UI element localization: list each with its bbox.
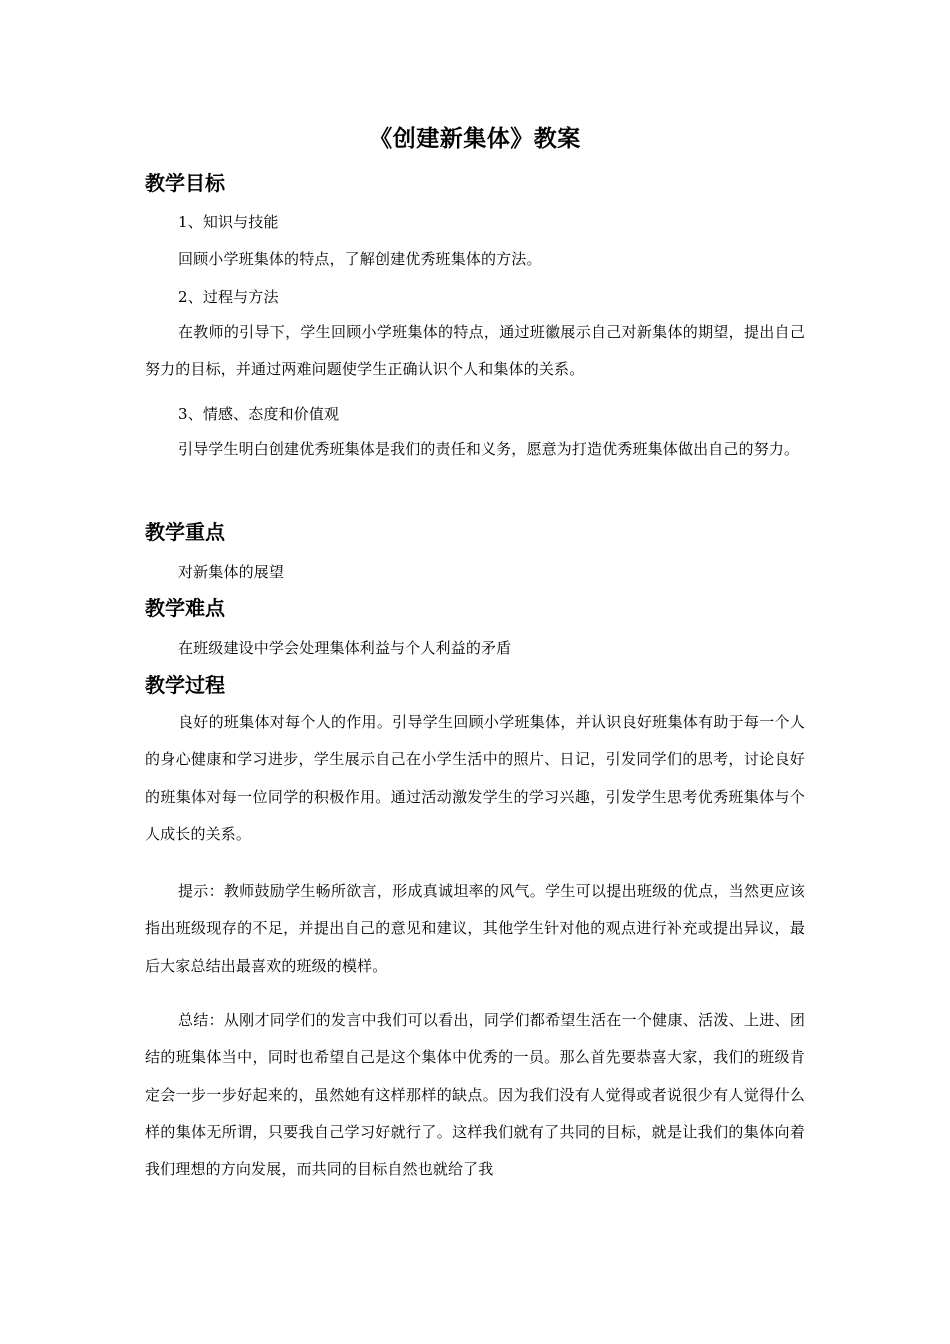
objectives-heading: 教学目标	[145, 171, 225, 195]
process-paragraph-3: 总结：从刚才同学们的发言中我们可以看出，同学们都希望生活在一个健康、活泼、上进、团结的班集体当中，同时也希望自己是这个集体中优秀的一员。那么首先要恭喜大家，我们的班级肯定会一步一步好起来的，虽然她有这样那样的缺点。因为我们没有人觉得或者说很少有人觉得什么样的集体无所谓，只要我自己学习好就行了。这样我们就有了共同的目标，就是让我们的集体向着我们理想的方向发展，而共同的目标自然也就给了我	[145, 1011, 805, 1179]
difficulties-heading: 教学难点	[145, 596, 225, 620]
process-paragraph-1: 良好的班集体对每个人的作用。引导学生回顾小学班集体，并认识良好班集体有助于每一个人的身心健康和学习进步，学生展示自己在小学生活中的照片、日记，引发同学们的思考，讨论良好的班集体对每一位同学的积极作用。通过活动激发学生的学习兴趣，引发学生思考优秀班集体与个人成长的关系。	[145, 713, 805, 843]
difficulties-text: 在班级建设中学会处理集体利益与个人利益的矛盾	[178, 639, 512, 657]
objective-item3-text: 引导学生明白创建优秀班集体是我们的责任和义务，愿意为打造优秀班集体做出自己的努力。	[178, 440, 800, 458]
objective-item1-label: 1、知识与技能	[178, 213, 279, 231]
document-title: 《创建新集体》教案	[369, 126, 581, 152]
process-heading: 教学过程	[145, 673, 225, 697]
process-paragraph-2: 提示：教师鼓励学生畅所欲言，形成真诚坦率的风气。学生可以提出班级的优点，当然更应该指出班级现存的不足，并提出自己的意见和建议，其他学生针对他的观点进行补充或提出异议，最后大家总结出最喜欢的班级的模样。	[145, 882, 805, 975]
key-points-text: 对新集体的展望	[178, 563, 285, 581]
key-points-heading: 教学重点	[145, 520, 225, 544]
objective-item2-text: 在教师的引导下，学生回顾小学班集体的特点，通过班徽展示自己对新集体的期望，提出自己努力的目标，并通过两难问题使学生正确认识个人和集体的关系。	[145, 323, 805, 379]
objective-item2-label: 2、过程与方法	[178, 288, 279, 306]
objective-item3-label: 3、情感、态度和价值观	[178, 405, 340, 423]
objective-item1-text: 回顾小学班集体的特点，了解创建优秀班集体的方法。	[178, 250, 542, 268]
